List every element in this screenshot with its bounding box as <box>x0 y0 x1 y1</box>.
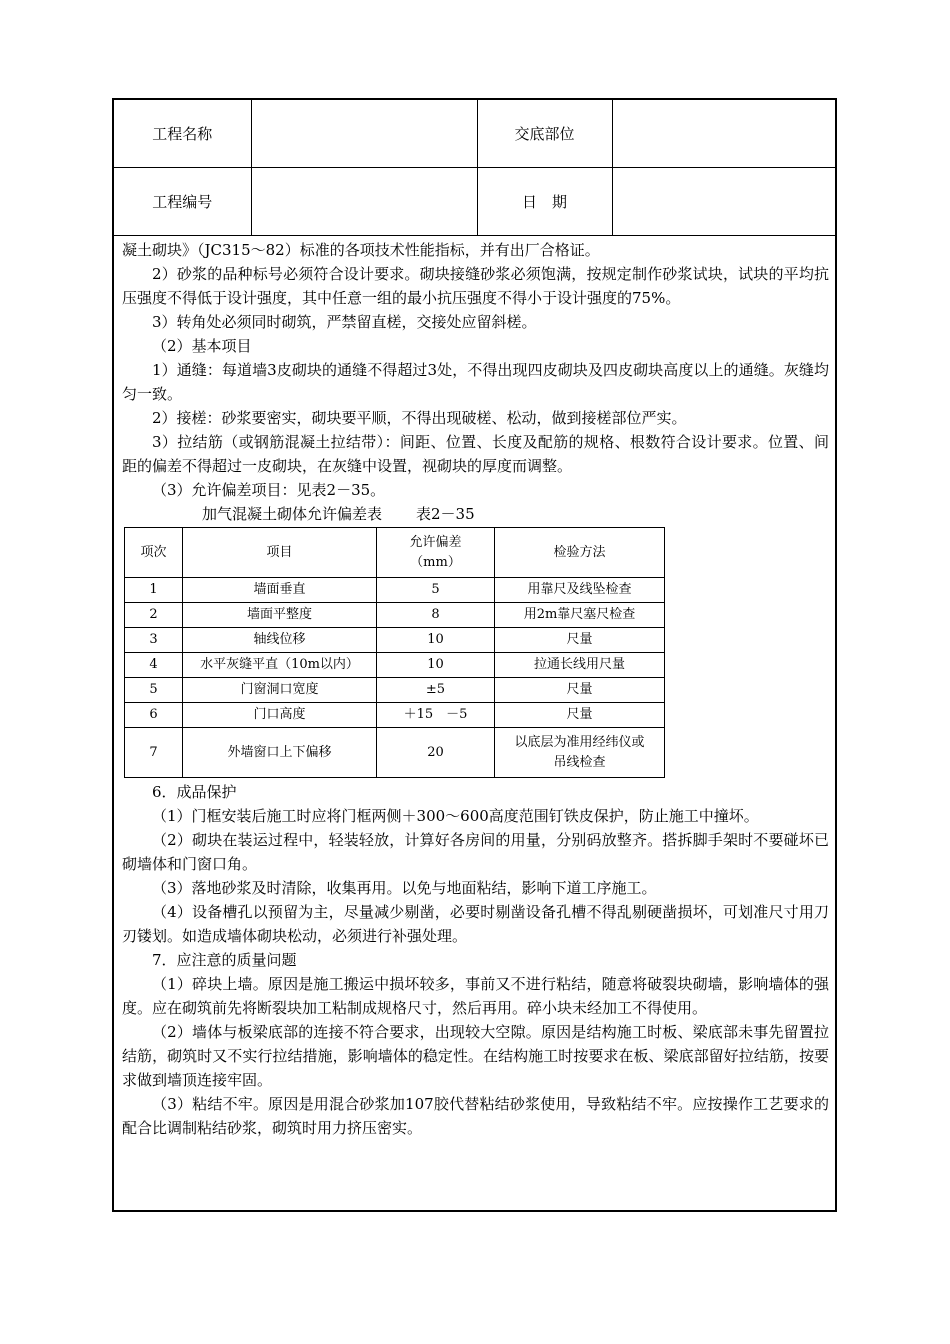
cell-item: 墙面平整度 <box>183 603 377 628</box>
table-row <box>125 703 665 728</box>
paragraph: （2）砌块在装运过程中，轻装轻放，计算好各房间的用量，分别码放整齐。搭拆脚手架时不要碰坏已砌墙体和门窗口角。 <box>122 831 829 873</box>
col-header-tolerance-line1: 允许偏差 <box>409 534 462 550</box>
paragraph: 凝土砌块》（JC315～82）标准的各项技术性能指标，并有出厂合格证。 <box>122 241 600 259</box>
cell-item: 轴线位移 <box>183 628 377 653</box>
table-row <box>125 578 665 603</box>
paragraph: 3）转角处必须同时砌筑，严禁留直槎，交接处应留斜槎。 <box>152 313 537 331</box>
table-number: 表2－35 <box>416 505 475 523</box>
table-row <box>125 653 665 678</box>
document-body <box>122 238 829 1140</box>
cell-method-line1: 以底层为准用经纬仪或 <box>514 734 645 750</box>
table-row <box>125 603 665 628</box>
table-caption <box>122 502 829 526</box>
cell-no: 1 <box>125 578 183 603</box>
cell-tolerance: ±5 <box>377 678 495 703</box>
cell-method: 用2m靠尺塞尺检查 <box>495 603 665 628</box>
project-number-label: 工程编号 <box>114 168 251 236</box>
section-heading: 7．应注意的质量问题 <box>152 951 297 969</box>
cell-no: 4 <box>125 653 183 678</box>
paragraph: （1）门框安装后施工时应将门框两侧＋300～600高度范围钉铁皮保护，防止施工中撞坏。 <box>152 807 759 825</box>
table-row <box>125 628 665 653</box>
col-header-tolerance-line2: （mm） <box>410 554 461 570</box>
table-title: 加气混凝土砌体允许偏差表 <box>202 505 383 523</box>
section-heading: 6．成品保护 <box>152 783 237 801</box>
date-value <box>612 168 835 236</box>
cell-tolerance: ＋15 －5 <box>377 703 495 728</box>
project-number-value <box>251 168 477 236</box>
paragraph: （4）设备槽孔以预留为主，尽量减少剔凿，必要时剔凿设备孔槽不得乱剔硬凿损坏，可划准尺寸用刀刃镂划。如造成墙体砌块松动，必须进行补强处理。 <box>122 903 829 945</box>
cell-no: 2 <box>125 603 183 628</box>
project-name-label: 工程名称 <box>114 100 251 168</box>
document-frame <box>112 98 837 1212</box>
cell-method-line2: 吊线检查 <box>553 754 606 770</box>
cell-tolerance: 8 <box>377 603 495 628</box>
paragraph: 2）接槎：砂浆要密实，砌块要平顺，不得出现破槎、松动，做到接槎部位严实。 <box>152 409 687 427</box>
cell-method: 尺量 <box>495 678 665 703</box>
col-header-tolerance <box>377 528 495 578</box>
cell-tolerance: 20 <box>377 728 495 778</box>
col-header-no: 项次 <box>125 528 183 578</box>
handover-part-value <box>612 100 835 168</box>
cell-method: 拉通长线用尺量 <box>495 653 665 678</box>
paragraph: （3）落地砂浆及时清除，收集再用。以免与地面粘结，影响下道工序施工。 <box>152 879 657 897</box>
project-name-value <box>251 100 477 168</box>
cell-no: 6 <box>125 703 183 728</box>
cell-item: 门窗洞口宽度 <box>183 678 377 703</box>
cell-tolerance: 10 <box>377 628 495 653</box>
handover-part-label: 交底部位 <box>477 100 612 168</box>
cell-item: 水平灰缝平直（10m以内） <box>183 653 377 678</box>
col-header-item: 项目 <box>183 528 377 578</box>
table-row <box>125 678 665 703</box>
tolerance-table <box>124 527 665 778</box>
header-table <box>114 100 835 236</box>
cell-no: 3 <box>125 628 183 653</box>
paragraph: （3）粘结不牢。原因是用混合砂浆加107胶代替粘结砂浆使用，导致粘结不牢。应按操作工艺要求的配合比调制粘结砂浆，砌筑时用力挤压密实。 <box>122 1095 829 1137</box>
cell-no: 7 <box>125 728 183 778</box>
cell-tolerance: 10 <box>377 653 495 678</box>
cell-tolerance: 5 <box>377 578 495 603</box>
paragraph: 3）拉结筋（或钢筋混凝土拉结带）：间距、位置、长度及配筋的规格、根数符合设计要求。位置、间距的偏差不得超过一皮砌块，在灰缝中设置，视砌块的厚度而调整。 <box>122 433 829 475</box>
cell-item: 外墙窗口上下偏移 <box>183 728 377 778</box>
cell-method: 用靠尺及线坠检查 <box>495 578 665 603</box>
paragraph: （1）碎块上墙。原因是施工搬运中损坏较多，事前又不进行粘结，随意将破裂块砌墙，影响墙体的强度。应在砌筑前先将断裂块加工粘制成规格尺寸，然后再用。碎小块未经加工不得使用。 <box>122 975 829 1017</box>
section-heading: （3）允许偏差项目：见表2－35。 <box>152 481 386 499</box>
paragraph: 1）通缝：每道墙3皮砌块的通缝不得超过3处，不得出现四皮砌块及四皮砌块高度以上的通缝。灰缝均匀一致。 <box>122 361 829 403</box>
paragraph: 2）砂浆的品种标号必须符合设计要求。砌块接缝砂浆必须饱满，按规定制作砂浆试块，试块的平均抗压强度不得低于设计强度，其中任意一组的最小抗压强度不得小于设计强度的75%。 <box>122 265 829 307</box>
cell-method: 尺量 <box>495 703 665 728</box>
date-label: 日 期 <box>477 168 612 236</box>
cell-method <box>495 728 665 778</box>
section-heading: （2）基本项目 <box>152 337 252 355</box>
table-row <box>125 728 665 778</box>
cell-method: 尺量 <box>495 628 665 653</box>
cell-item: 墙面垂直 <box>183 578 377 603</box>
col-header-method: 检验方法 <box>495 528 665 578</box>
cell-no: 5 <box>125 678 183 703</box>
paragraph: （2）墙体与板梁底部的连接不符合要求，出现较大空隙。原因是结构施工时板、梁底部未事先留置拉结筋，砌筑时又不实行拉结措施，影响墙体的稳定性。在结构施工时按要求在板、梁底部留好拉结筋，按要求做到墙顶连接牢固。 <box>122 1023 829 1089</box>
cell-item: 门口高度 <box>183 703 377 728</box>
